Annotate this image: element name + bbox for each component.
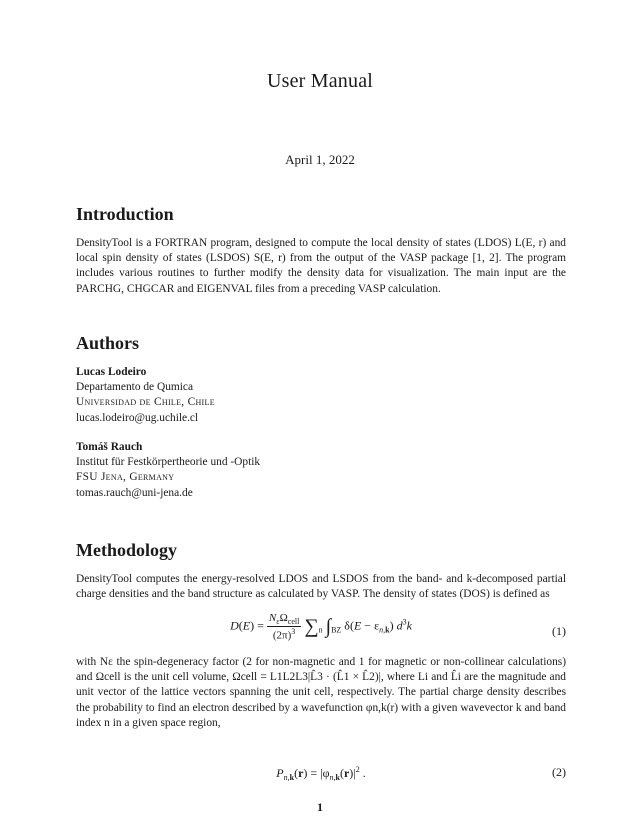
methodology-paragraph: with Nε the spin-degeneracy factor (2 for non-magnetic and 1 for magnetic or non-collinear calculations) and Ωcell is the unit cell volume, Ωcell = L1L2L3|L̂3 · (L̂1 × L̂2)|, where Li and L̂i are the magnitude and unit vector of the lattice vectors spanning the unit cell, respectively. The partial charge density describes the probability to find an electron described by a wavefunction φn,k(r) with a given wavevector k and band index n in a given space region, xyxy=(76,656,566,729)
equation-dos xyxy=(76,612,566,646)
section-heading-authors: Authors xyxy=(76,333,140,353)
page-number: 1 xyxy=(317,800,323,814)
equation-partial-charge-body: $P_{n,k}(r) = |\varphi_{n,k}(r)|^2$ . xyxy=(276,765,366,782)
author-email[interactable]: tomas.rauch@uni-jena.de xyxy=(76,486,193,499)
author-name: Tomáš Rauch xyxy=(76,441,143,453)
methodology-paragraph: DensityTool computes the energy-resolved LDOS and LSDOS from the band- and k-decomposed partial charge densities and the band structure as calculated by VASP. The density of states (DOS) is defined as xyxy=(76,573,566,601)
author-block xyxy=(76,365,566,426)
document-date: April 1, 2022 xyxy=(285,152,355,167)
author-department: Institut für Festkörpertheorie und -Optik xyxy=(76,456,261,469)
author-email[interactable]: lucas.lodeiro@ug.uchile.cl xyxy=(76,411,199,424)
equation-dos-body: D(E) = $\frac{N_\varepsilon\Omega_{cell}}{(2\pi)^3}$ $\sum_n$ $\int_{BZ}$ $\delta(E - \varepsilon_{n,k})$ $d^3k$ xyxy=(230,612,412,642)
author-name: Lucas Lodeiro xyxy=(76,366,147,378)
document-title: User Manual xyxy=(266,70,374,92)
section-heading-methodology: Methodology xyxy=(76,540,177,560)
equation-number: (1) xyxy=(552,624,566,638)
author-institution: FSU Jena, Germany xyxy=(76,471,175,484)
section-heading-introduction: Introduction xyxy=(76,204,174,224)
equation-partial-charge xyxy=(76,765,566,785)
equation-number: (2) xyxy=(552,765,566,779)
author-institution: Universidad de Chile, Chile xyxy=(76,396,215,409)
author-department: Departamento de Qumica xyxy=(76,381,194,394)
introduction-paragraph: DensityTool is a FORTRAN program, designed to compute the local density of states (LDOS) L(E, r) and local spin density of states (LSDOS) S(E, r) from the output of the VASP package [1, 2]. The program includes various routines to further modify the density data for visualization. The main input are the PARCHG, CHGCAR and EIGENVAL files from a preceding VASP calculation. xyxy=(76,237,566,295)
author-block xyxy=(76,440,566,501)
